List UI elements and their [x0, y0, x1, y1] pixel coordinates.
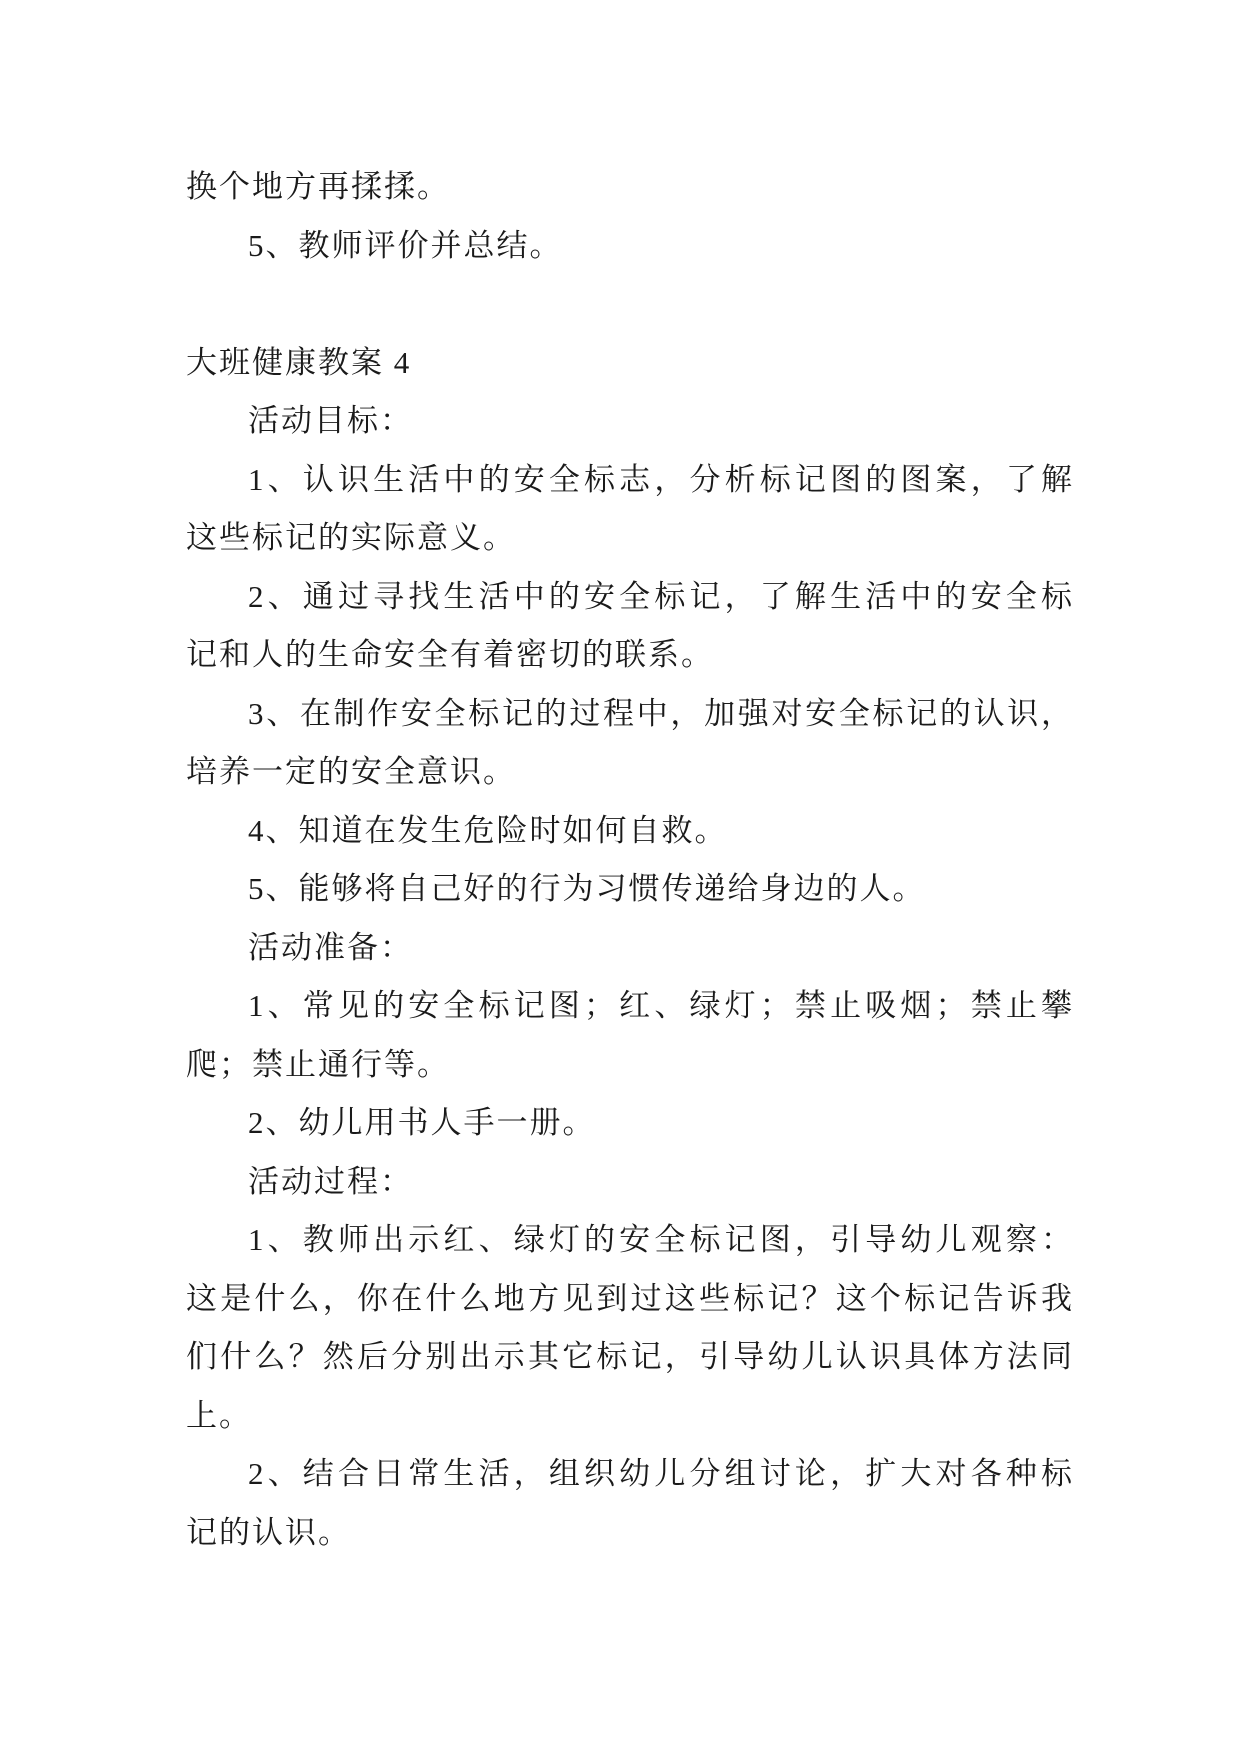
text-line: 活动过程：: [248, 1163, 413, 1199]
text-line: 2、幼儿用书人手一册。: [248, 1105, 596, 1140]
text-line: 培养一定的安全意识。: [186, 754, 516, 789]
text-line: 上。: [186, 1397, 252, 1433]
text-line: 4、知道在发生危险时如何自救。: [248, 812, 728, 848]
text-line: 2、结合日常生活，组织幼儿分组讨论，扩大对各种标: [248, 1456, 1072, 1491]
text-line: 记的认识。: [186, 1514, 351, 1550]
text-line: 们什么？然后分别出示其它标记，引导幼儿认识具体方法同: [186, 1339, 1072, 1374]
text-line: 这些标记的实际意义。: [186, 520, 516, 555]
text-line: 这是什么，你在什么地方见到过这些标记？这个标记告诉我: [186, 1280, 1072, 1316]
text-line: 换个地方再揉揉。: [186, 169, 450, 204]
text-line: 5、教师评价并总结。: [248, 227, 563, 263]
document-text-block: [186, 158, 1072, 1562]
text-line: 1、常见的安全标记图；红、绿灯；禁止吸烟；禁止攀: [248, 988, 1072, 1023]
text-line: 大班健康教案 4: [186, 344, 412, 380]
text-line: 活动准备：: [248, 929, 413, 965]
text-line: 1、教师出示红、绿灯的安全标记图，引导幼儿观察：: [248, 1222, 1072, 1257]
blank-line: [186, 275, 1072, 334]
text-line: 2、通过寻找生活中的安全标记，了解生活中的安全标: [248, 578, 1072, 614]
text-line: 爬；禁止通行等。: [186, 1046, 450, 1082]
text-line: 活动目标：: [248, 403, 413, 438]
text-line: 3、在制作安全标记的过程中，加强对安全标记的认识，: [248, 695, 1072, 731]
text-line: 记和人的生命安全有着密切的联系。: [186, 637, 714, 672]
text-line: 1、认识生活中的安全标志，分析标记图的图案，了解: [248, 461, 1072, 497]
text-line: 5、能够将自己好的行为习惯传递给身边的人。: [248, 871, 926, 906]
